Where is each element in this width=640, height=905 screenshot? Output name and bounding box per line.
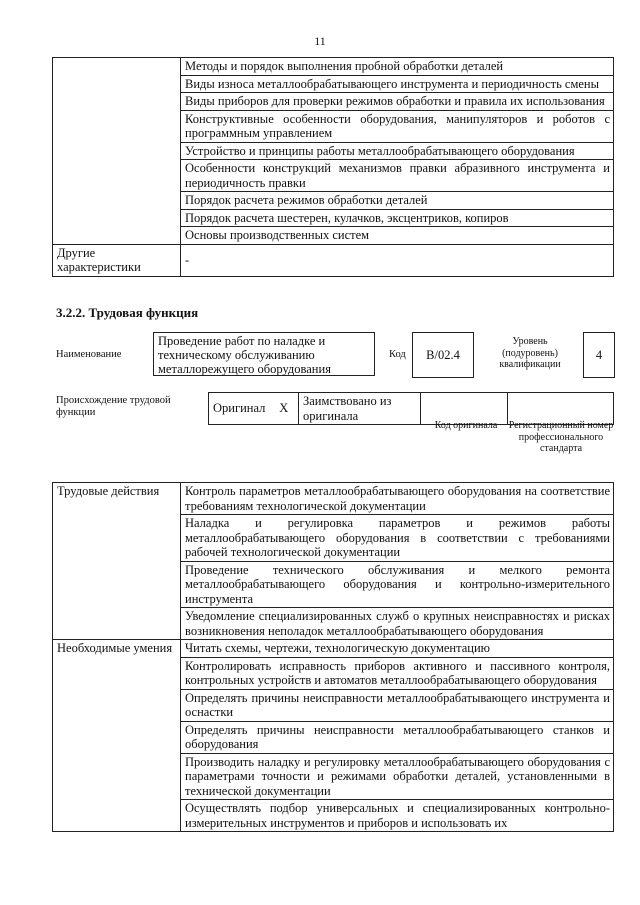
level-box	[583, 332, 615, 378]
knowledge-item: Конструктивные особенности оборудования, манипуляторов и роботов с программным управлением	[181, 110, 614, 142]
actions-table	[52, 482, 614, 832]
origin-label: Происхождение трудовой функции	[56, 395, 171, 418]
knowledge-item: Методы и порядок выполнения пробной обработки деталей	[181, 58, 614, 76]
function-name-box	[153, 332, 375, 376]
table-row	[53, 58, 614, 76]
table-row	[53, 483, 614, 515]
skill-item: Производить наладку и регулировку металлообрабатывающего оборудования с параметрами точности и режимами обработки деталей, установленными в технической документации	[181, 753, 614, 800]
other-value: -	[181, 244, 614, 276]
page-number: 11	[314, 34, 326, 48]
code-label: Код	[389, 349, 406, 360]
skills-label: Необходимые умения	[53, 640, 181, 832]
table-row	[53, 244, 614, 276]
knowledge-table	[52, 57, 614, 277]
action-item: Уведомление специализированных служб о крупных неисправностях и рисках возникновения неполадок металлообрабатывающего оборудования	[181, 608, 614, 640]
action-item: Контроль параметров металлообрабатывающего оборудования на соответствие требованиям технологической документации	[181, 483, 614, 515]
reg-number-label: Регистрационный номер профессионального стандарта	[508, 420, 614, 454]
skill-item: Контролировать исправность приборов активного и пассивного контроля, контрольных устройств и автоматов металлообрабатывающего оборудования	[181, 657, 614, 689]
skill-item: Определять причины неисправности металлообрабатывающего инструмента и оснастки	[181, 689, 614, 721]
knowledge-item: Виды износа металлообрабатывающего инструмента и периодичность смены	[181, 75, 614, 93]
knowledge-item: Порядок расчета режимов обработки деталей	[181, 192, 614, 210]
code-box	[412, 332, 474, 378]
other-label: Другие характеристики	[53, 244, 181, 276]
function-name: Проведение работ по наладке и техническому обслуживанию металлорежущего оборудования	[158, 334, 331, 376]
table-row	[53, 640, 614, 658]
action-item: Проведение технического обслуживания и мелкого ремонта металлообрабатывающего оборудования и контрольно-измерительного инструмента	[181, 561, 614, 608]
code-original-label: Код оригинала	[434, 420, 498, 431]
level-value: 4	[595, 348, 603, 362]
knowledge-item: Порядок расчета шестерен, кулачков, эксцентриков, копиров	[181, 209, 614, 227]
section-heading: 3.2.2. Трудовая функция	[56, 305, 199, 320]
knowledge-label-cell	[53, 58, 181, 245]
knowledge-item: Особенности конструкций механизмов правки абразивного инструмента и периодичность правки	[181, 160, 614, 192]
skill-item: Определять причины неисправности металлообрабатывающего станков и оборудования	[181, 721, 614, 753]
original-label: Оригинал	[209, 393, 269, 425]
knowledge-item: Устройство и принципы работы металлообрабатывающего оборудования	[181, 142, 614, 160]
skill-item: Читать схемы, чертежи, технологическую документацию	[181, 640, 614, 658]
level-label: Уровень (подуровень) квалификации	[499, 336, 561, 370]
original-mark: X	[269, 393, 299, 425]
actions-label: Трудовые действия	[53, 483, 181, 640]
code-value: B/02.4	[426, 348, 460, 362]
name-label: Наименование	[56, 349, 122, 360]
skill-item: Осуществлять подбор универсальных и специализированных контрольно-измерительных инструментов и приборов и использовать их	[181, 800, 614, 832]
borrowed-label: Заимствовано из оригинала	[299, 393, 421, 425]
action-item: Наладка и регулировка параметров и режимов работы металлообрабатывающего оборудования в соответствии с требованиями рабочей технологической документации	[181, 515, 614, 562]
knowledge-item: Виды приборов для проверки режимов обработки и правила их использования	[181, 93, 614, 111]
knowledge-item: Основы производственных систем	[181, 227, 614, 245]
